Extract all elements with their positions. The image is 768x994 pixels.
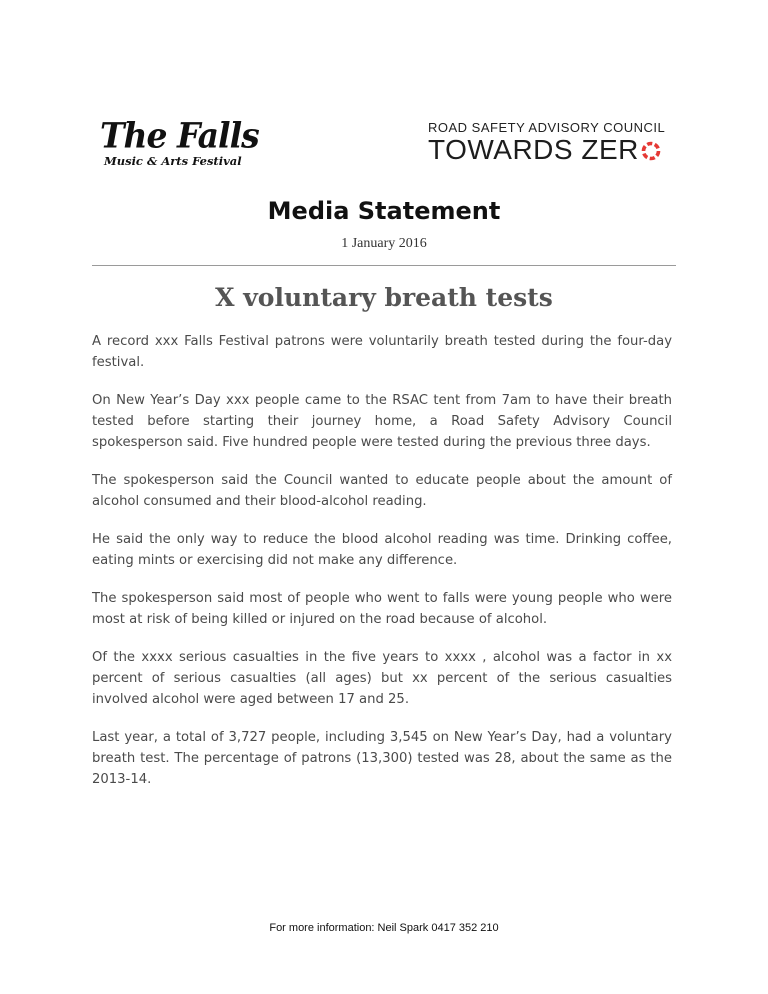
falls-festival-logo xyxy=(100,115,260,174)
page-headline: Media Statement xyxy=(267,197,501,225)
falls-logo-title: The Falls xyxy=(100,115,259,156)
rsac-logo xyxy=(428,120,678,165)
divider xyxy=(92,265,676,266)
paragraph: A record xxx Falls Festival patrons were voluntarily breath tested during the four-day festival. xyxy=(92,334,672,370)
paragraph: On New Year’s Day xxx people came to the RSAC tent from 7am to have their breath tested before starting their journey home, a Road Safety Advisory Council spokesperson said. Five hundred people were tested during the previous three days. xyxy=(92,393,672,450)
paragraph: The spokesperson said most of people who went to falls were young people who were most at risk of being killed or injured on the road because of alcohol. xyxy=(92,591,672,627)
article-title: X voluntary breath tests xyxy=(215,283,553,312)
target-ring-icon xyxy=(641,141,661,161)
paragraph: The spokesperson said the Council wanted to educate people about the amount of alcohol consumed and their blood-alcohol reading. xyxy=(92,473,672,509)
statement-date: 1 January 2016 xyxy=(341,236,427,251)
falls-logo-subtitle: Music & Arts Festival xyxy=(104,154,242,168)
rsac-logo-slogan-text: TOWARDS ZER xyxy=(428,134,639,165)
paragraph: He said the only way to reduce the blood alcohol reading was time. Drinking coffee, eating mints or exercising did not make any difference. xyxy=(92,532,672,568)
rsac-logo-council: ROAD SAFETY ADVISORY COUNCIL xyxy=(428,120,666,135)
paragraph: Last year, a total of 3,727 people, including 3,545 on New Year’s Day, had a voluntary breath test. The percentage of patrons (13,300) tested was 28, about the same as the 2013-14. xyxy=(92,730,672,787)
article-body xyxy=(92,331,672,807)
rsac-logo-slogan xyxy=(428,135,678,165)
paragraph: Of the xxxx serious casualties in the five years to xxxx , alcohol was a factor in xx percent of serious casualties (all ages) but xx percent of the serious casualties involved alcohol were aged between 17 and 25. xyxy=(92,650,672,707)
contact-footer: For more information: Neil Spark 0417 352 210 xyxy=(269,922,499,934)
